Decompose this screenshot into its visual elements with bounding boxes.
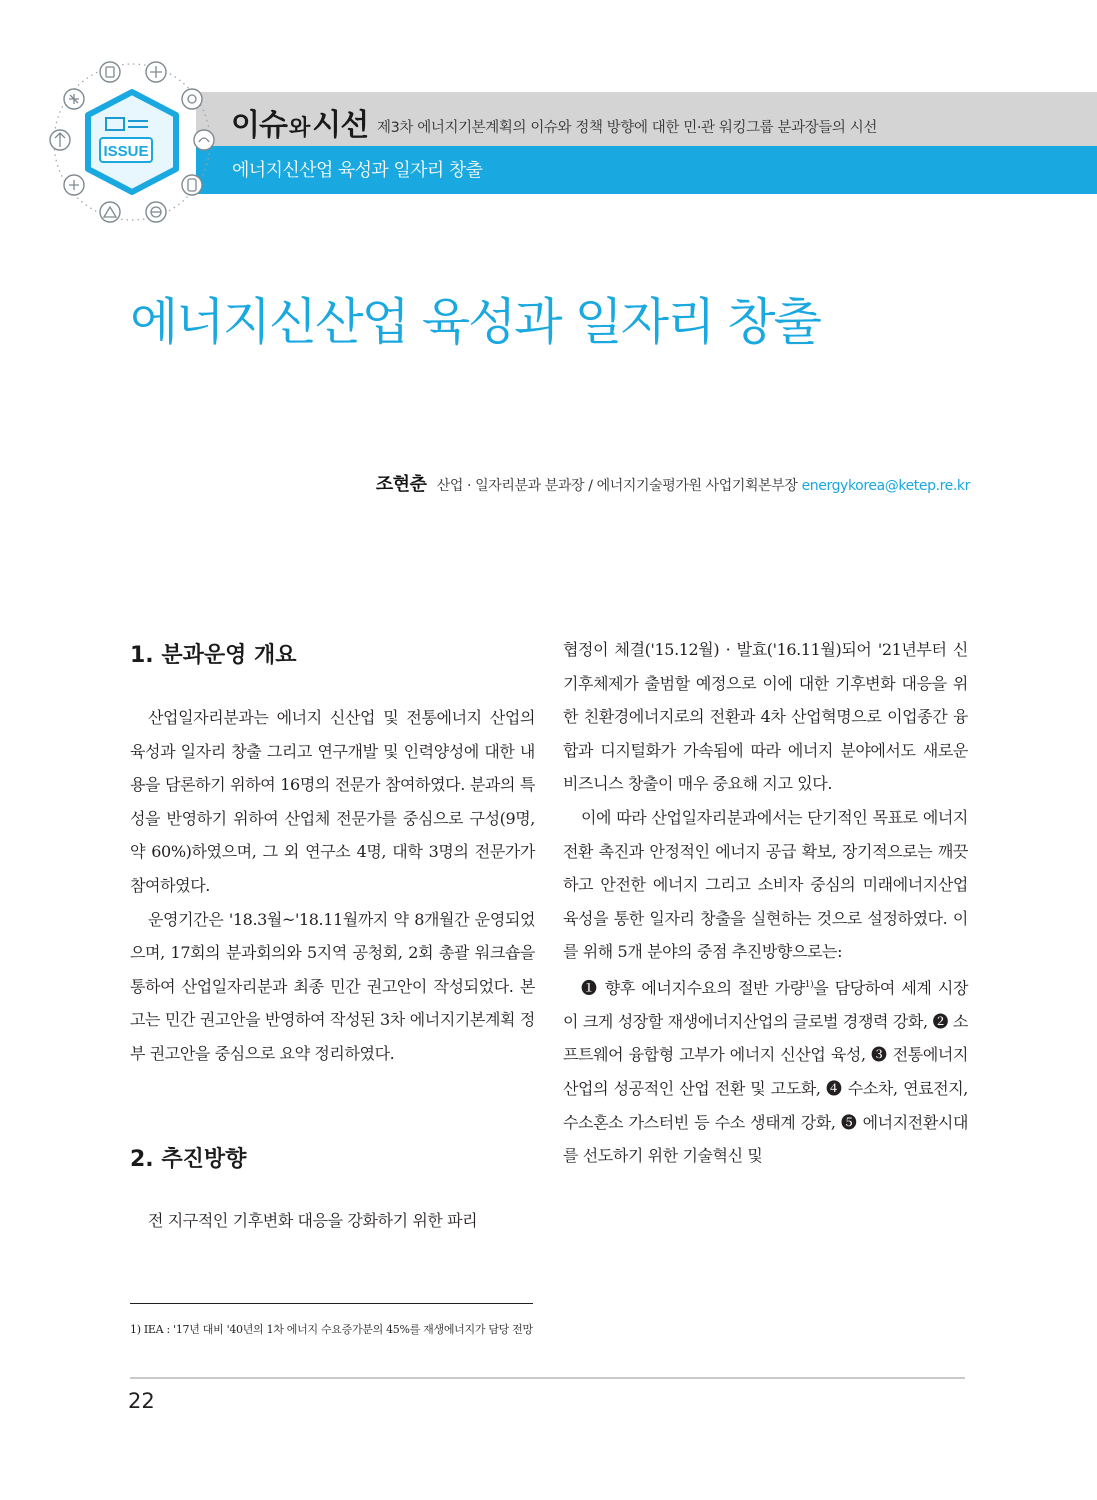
item-4-text: 수소차, 연료전지, 수소혼소 가스터빈 등 수소 생태계 강화, — [563, 1079, 968, 1132]
author-name: 조현춘 — [375, 474, 427, 495]
section-title-and: 와 — [288, 116, 311, 141]
section-subtitle: 제3차 에너지기본계획의 이슈와 정책 방향에 대한 민·관 워킹그룹 분과장들의 시선 — [377, 120, 877, 136]
right-paragraph-3 — [563, 969, 968, 1173]
item-1-text-a: 향후 에너지수요의 절반 가량 — [598, 978, 805, 998]
footer-divider — [130, 1377, 965, 1379]
bullet-3: ❸ — [871, 1045, 888, 1065]
author-role: 산업 · 일자리분과 분과장 / 에너지기술평가원 사업기획본부장 — [436, 478, 798, 494]
section-title — [231, 100, 369, 143]
issue-emblem — [42, 52, 222, 232]
footnote-ref[interactable]: 1) — [804, 979, 814, 990]
footnote: 1) IEA : '17년 대비 '40년의 1차 에너지 수요증가분의 45%를 재생에너지가 담당 전망 — [130, 1323, 533, 1336]
bullet-5: ❺ — [840, 1112, 858, 1132]
item-2-text: 소프트웨어 융합형 고부가 에너지 신산업 육성, — [563, 1011, 968, 1065]
section-topic: 에너지신산업 육성과 일자리 창출 — [232, 160, 483, 181]
right-paragraph-1: 협정이 체결('15.12월) · 발효('16.11월)되어 '21년부터 신기후체제가 출범할 예정으로 이에 대한 기후변화 대응을 위한 친환경에너지로의 전환과 4차 산업혁명으로 이업종간 융합과 디지털화가 가속됨에 따라 에너지 분야에서도 새로운 비즈니스 창출이 매우 중요해 지고 있다. — [563, 640, 968, 794]
section1-heading: 1. 분과운영 개요 — [130, 643, 297, 668]
bullet-1: ❶ — [581, 978, 599, 998]
section2-paragraph-1: 전 지구적인 기후변화 대응을 강화하기 위한 파리 — [148, 1211, 478, 1230]
footnote-divider — [130, 1303, 533, 1304]
section2-heading: 2. 추진방향 — [130, 1147, 247, 1172]
section-title-view: 시선 — [312, 108, 369, 143]
item-1-text-b: 을 담당하여 세계 시장이 크게 성장할 재생에너지산업의 글로벌 경쟁력 강화, — [563, 978, 969, 1031]
bullet-4: ❹ — [826, 1079, 843, 1099]
author-email[interactable]: energykorea@ketep.re.kr — [801, 478, 970, 494]
section2-body — [130, 1204, 535, 1238]
article-title: 에너지신산업 육성과 일자리 창출 — [130, 293, 820, 351]
item-3-text: 전통에너지산업의 성공적인 산업 전환 및 고도화, — [563, 1045, 969, 1099]
right-paragraph-2: 이에 따라 산업일자리분과에서는 단기적인 목표로 에너지전환 촉진과 안정적인 에너지 공급 확보, 장기적으로는 깨끗하고 안전한 에너지 그리고 소비자 중심의 미래에너지산업 육성을 통한 일자리 창출을 실현하는 것으로 설정하였다. 이를 위해 5개 분야의 중점 추진방향으로는: — [563, 807, 968, 962]
item-5-text: 에너지전환시대를 선도하기 위한 기술혁신 및 — [563, 1112, 968, 1166]
section1-paragraph-2: 운영기간은 '18.3월~'18.11월까지 약 8개월간 운영되었으며, 17회의 분과회의와 5지역 공청회, 2회 총괄 워크숍을 통하여 산업일자리분과 최종 민간 권고안이 작성되었다. 본고는 민간 권고안을 반영하여 작성된 3차 에너지기본계획 정부 권고안을 중심으로 요약 정리하였다. — [130, 909, 535, 1063]
section1-paragraph-1: 산업일자리분과는 에너지 신산업 및 전통에너지 산업의 육성과 일자리 창출 그리고 연구개발 및 인력양성에 대한 내용을 담론하기 위하여 16명의 전문가 참여하였다. 분과의 특성을 반영하기 위하여 산업체 전문가를 중심으로 구성(9명, 약 60%)하였으며, 그 외 연구소 4명, 대학 3명의 전문가가 참여하였다. — [130, 708, 535, 895]
page-number: 22 — [128, 1389, 155, 1413]
bullet-2: ❷ — [932, 1011, 949, 1031]
section1-body — [130, 701, 535, 1071]
issue-badge-label: ISSUE — [103, 143, 149, 160]
right-column-body — [563, 633, 968, 1173]
author-byline — [376, 470, 970, 496]
section-title-issue: 이슈 — [231, 108, 287, 143]
